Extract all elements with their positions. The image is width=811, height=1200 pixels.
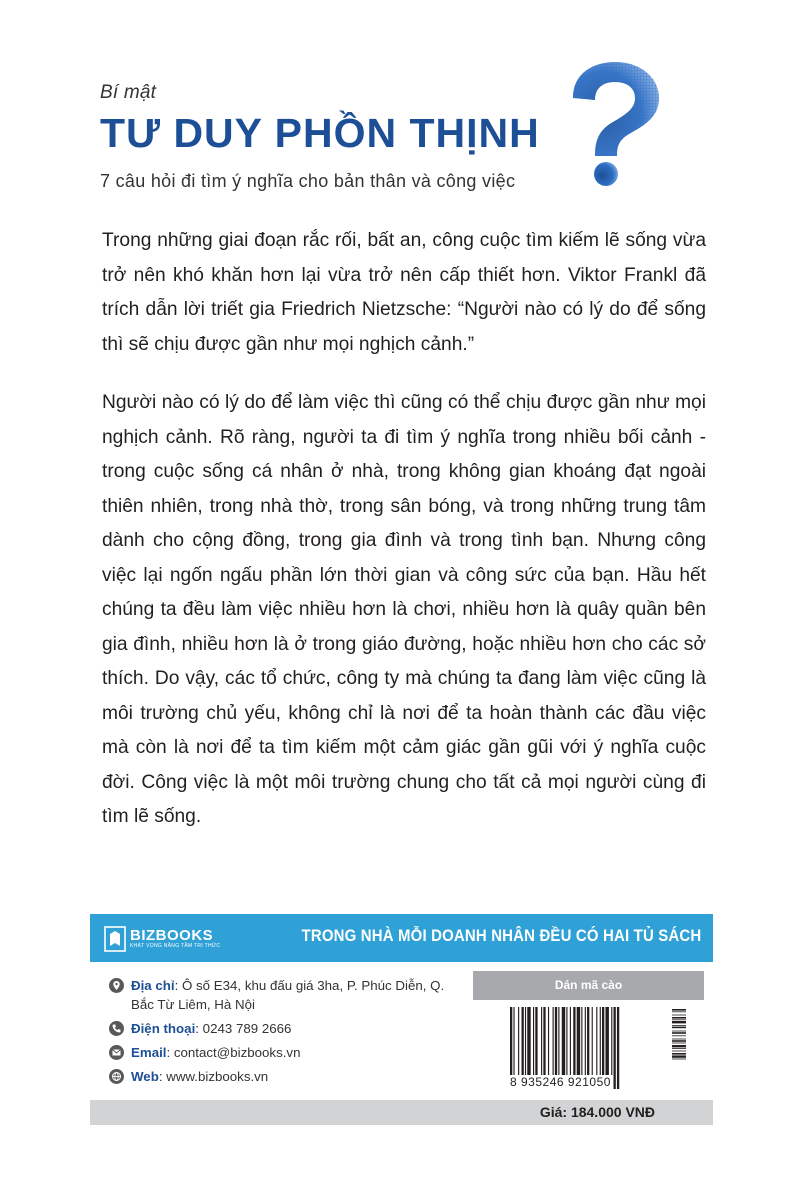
web-label: Web xyxy=(131,1069,159,1084)
location-pin-icon xyxy=(109,978,124,993)
email-row xyxy=(109,1043,449,1062)
isbn-side-bar xyxy=(672,1048,686,1049)
web-row xyxy=(109,1067,449,1086)
blurb-paragraph-1: Trong những giai đoạn rắc rối, bất an, công cuộc tìm kiếm lẽ sống vừa trở nên khó khăn hơn lại vừa trở nên cấp thiết hơn. Viktor Frankl đã trích dẫn lời triết gia Friedrich Nietzsche: “Người nào có lý do để sống thì sẽ chịu được gần như mọi nghịch cảnh.” xyxy=(102,230,706,355)
isbn-side-bar xyxy=(672,1059,686,1060)
isbn-side-bar xyxy=(672,1025,686,1026)
address-label: Địa chỉ xyxy=(131,978,175,993)
email-label: Email xyxy=(131,1045,167,1060)
isbn-side-barcode xyxy=(670,1008,690,1084)
mail-icon xyxy=(109,1045,124,1060)
isbn-side-bar xyxy=(672,1011,686,1012)
globe-icon xyxy=(109,1069,124,1084)
title-kicker: Bí mật xyxy=(100,82,157,103)
blurb-paragraph-2: Người nào có lý do để làm việc thì cũng có thể chịu được gần như mọi nghịch cảnh. Rõ ràng, người ta đi tìm ý nghĩa trong nhiều bối cảnh - trong cuộc sống cá nhân ở nhà, trong không gian khoáng đạt ngoài thiên nhiên, trong nhà thờ, trong sân bóng, và trong những trung tâm dành cho cộng đồng, trong gia đình và trong tình bạn. Nhưng công việc lại ngốn ngấu phần lớn thời gian và công sức của bạn. Hầu hết chúng ta đều làm việc nhiều hơn là chơi, nhiều hơn là quây quần bên gia đình, nhiều hơn là ở trong giáo đường, hoặc nhiều hơn cho các sở thích. Do vậy, các tổ chức, công ty mà chúng ta đang làm việc cũng là môi trường chủ yếu, không chỉ là nơi để ta hoàn thành các đầu việc mà còn là nơi để ta tìm kiếm một cảm giác gần gũi với ý nghĩa cuộc đời. Công việc là một môi trường chung cho tất cả mọi người cùng đi tìm lẽ sống. xyxy=(102,392,706,827)
isbn-side-bar xyxy=(672,1043,686,1044)
address-value: : Ô số E34, khu đấu giá 3ha, P. Phúc Diễn, Q. Bắc Từ Liêm, Hà Nội xyxy=(131,978,445,1012)
book-title: TƯ DUY PHỒN THỊNH xyxy=(100,110,540,156)
barcode-bar xyxy=(617,1007,619,1089)
book-subtitle: 7 câu hỏi đi tìm ý nghĩa cho bản thân và công việc xyxy=(100,171,516,191)
barcode-bar xyxy=(614,1007,616,1089)
web-value[interactable]: : www.bizbooks.vn xyxy=(158,1069,269,1084)
isbn-side-bar xyxy=(672,1009,686,1011)
phone-value: : 0243 789 2666 xyxy=(195,1021,292,1036)
isbn-side-bar xyxy=(672,1019,686,1020)
question-mark-icon xyxy=(555,60,665,190)
back-cover-blurb xyxy=(102,224,706,859)
isbn-side-bar xyxy=(672,1051,686,1052)
isbn-side-bar xyxy=(672,1055,686,1057)
phone-icon xyxy=(109,1021,124,1036)
book-logo-icon xyxy=(104,926,126,952)
price-bar xyxy=(90,1100,713,1125)
isbn-side-bar xyxy=(672,1053,686,1055)
banner-edge-bottom xyxy=(90,958,713,966)
isbn-side-bar xyxy=(672,1039,686,1040)
publisher-footer xyxy=(90,914,713,1125)
isbn-side-bar xyxy=(672,1040,686,1042)
email-value[interactable]: : contact@bizbooks.vn xyxy=(166,1045,301,1060)
phone-row xyxy=(109,1019,449,1038)
isbn-side-bar xyxy=(672,1035,686,1036)
price: Giá: 184.000 VNĐ xyxy=(539,1104,655,1120)
scratch-code-label: Dán mã cào xyxy=(473,971,704,1000)
isbn-side-bar xyxy=(672,1032,686,1034)
logo-tagline: KHÁT VỌNG NÂNG TẦM TRI THỨC xyxy=(130,943,221,949)
logo-name: BIZBOOKS xyxy=(130,927,214,944)
isbn-side-bar xyxy=(672,1021,686,1023)
banner-edge-top xyxy=(90,910,713,918)
phone-label: Điện thoại xyxy=(131,1021,196,1036)
isbn-side-bar xyxy=(672,1017,686,1019)
publisher-slogan: TRONG NHÀ MỖI DOANH NHÂN ĐỀU CÓ HAI TỦ SÁCH xyxy=(301,926,701,945)
address-row xyxy=(109,976,449,1014)
isbn-side-bar xyxy=(672,1031,686,1032)
barcode-number: 8 935246 921050 xyxy=(510,1075,611,1089)
publisher-banner xyxy=(90,914,713,962)
isbn-side-bar xyxy=(672,1027,686,1029)
isbn-side-bar xyxy=(672,1045,686,1047)
bizbooks-logo xyxy=(104,925,220,953)
contact-info xyxy=(109,976,449,1091)
isbn-side-bar xyxy=(672,1015,686,1016)
